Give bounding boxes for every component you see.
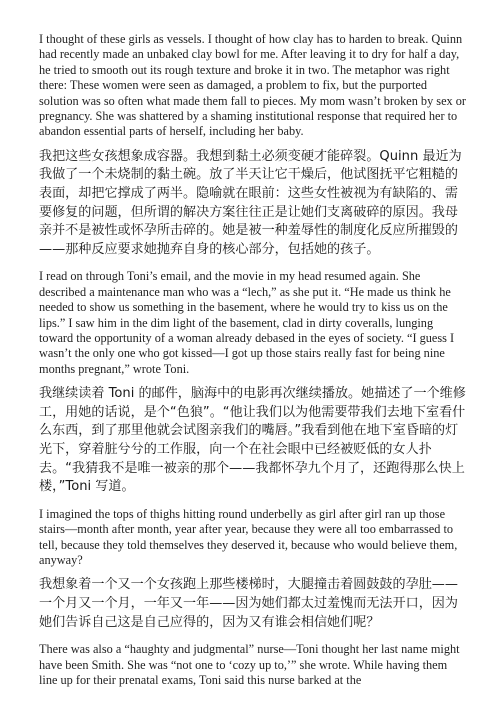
paragraph-zh-maintenance-man: 我继续读着 Toni 的邮件，脑海中的电影再次继续播放。她描述了一个维修工，用她的话说，是个“色狼”。“他让我们以为他需要带我们去地下室看什么东西，到了那里他就会试图亲我们的嘴唇。”我看到他在地下室昏暗的灯光下，穿着脏兮兮的工作服，向一个在社会眼中已经被贬低的女人扑去。“我猜我不是唯一被亲的那个——我都怀孕九个月了，还跑得那么快上楼，”Toni 写道。 [39, 386, 466, 495]
paragraph-en-stairs: I imagined the tops of thighs hitting round underbelly as girl after girl ran up those stairs—month after month, year after year, because they were all too embarrassed to tell, because they told themselves they deserved it, because who would believe them, anyway? [39, 506, 458, 568]
paragraph-zh-vessels: 我把这些女孩想象成容器。我想到黏土必须变硬才能碎裂。Quinn 最近为我做了一个未烧制的黏土碗。放了半天让它干燥后，他试图抚平它粗糙的表面，却把它撑成了两半。隐喻就在眼前：这些女性被视为有缺陷的、需要修复的问题，但所谓的解决方案往往正是让她们支离破碎的原因。我母亲并不是被性或怀孕所击碎的。她是被一种羞辱性的制度化反应所摧毁的——那种反应要求她抛弃自身的核心部分，包括她的孩子。 [39, 148, 462, 257]
paragraph-en-nurse: There was also a “haughty and judgmental” nurse—Toni thought her last name might have been Smith. She was “not one to ‘cozy up to,’” she wrote. While having them line up for their prenatal exams, Toni said this nurse barked at the [39, 642, 460, 688]
paragraph-zh-stairs: 我想象着一个又一个女孩跑上那些楼梯时，大腿撞击着圆鼓鼓的孕肚——一个月又一个月，一年又一年——因为她们都太过羞愧而无法开口，因为她们告诉自己这是自己应得的，因为又有谁会相信她们呢？ [39, 577, 458, 630]
document-page [39, 32, 467, 696]
paragraph-en-maintenance-man: I read on through Toni’s email, and the movie in my head resumed again. She described a maintenance man who was a “lech,” as she put it. “He made us think he needed to show us something in the basement, where he would try to kiss us on the lips.” I saw him in the dim light of the basement, clad in dirty coveralls, lunging toward the opportunity of a woman already debased in the eyes of society. “I guess I wasn’t the only one who got kissed—I got up those stairs really fast for being nine months pregnant,” wrote Toni. [39, 269, 455, 376]
paragraph-en-vessels: I thought of these girls as vessels. I thought of how clay has to harden to break. Quinn had recently made an unbaked clay bowl for me. After leaving it to dry for half a day, he tried to smooth out its rough texture and broke it in two. The metaphor was right there: These women were seen as damaged, a problem to fix, but the purported solution was so often what made them fall to pieces. My mom wasn’t broken by sex or pregnancy. She was shattered by a shaming institutional response that required her to abandon essential parts of herself, including her baby. [39, 32, 467, 139]
